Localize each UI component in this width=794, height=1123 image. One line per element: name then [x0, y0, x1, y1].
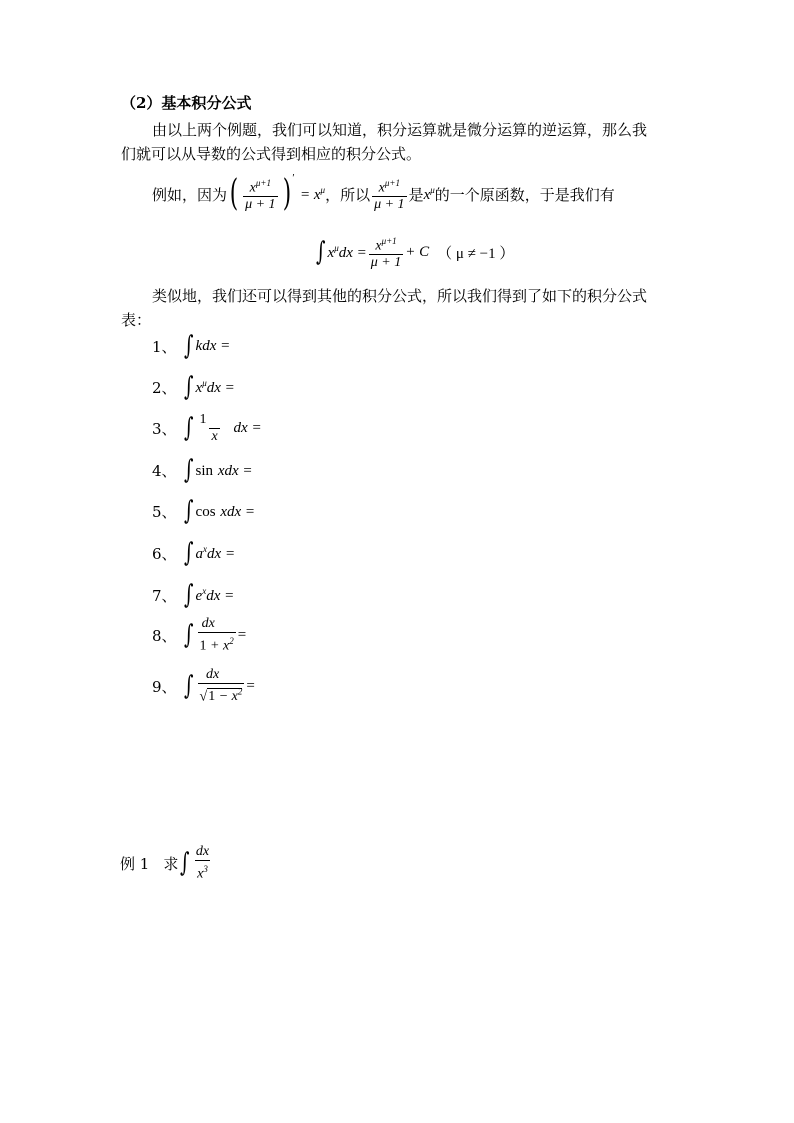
integral-sign: ∫ [184, 580, 194, 610]
example-suffix-2: 的一个原函数，于是我们有 [434, 185, 615, 204]
fraction-x-mu-plus-1-over-mu-plus-1: $\frac{x^{\mu+1}}{\mu + 1}$ [245, 177, 276, 213]
fraction-dx-over-1-plus-x2: $\frac{dx}{1 + x^2}$ [199, 615, 234, 654]
integrand: $x^\mu dx$ = [327, 242, 367, 261]
formula-item-9 [152, 666, 255, 706]
integral-sign: ∫ [180, 848, 190, 878]
integral-sign: ∫ [184, 538, 194, 568]
item-number: 4、 [152, 461, 177, 480]
integral-sign: ∫ [184, 372, 194, 402]
item-number: 3、 [152, 419, 177, 438]
example-derivative-line [152, 172, 615, 216]
example-suffix: 是 [408, 185, 424, 204]
condition: （ μ ≠ −1 ） [437, 245, 515, 262]
derivative-result: = $x^\mu$ [300, 184, 326, 203]
example-middle: ，所以 [325, 185, 371, 204]
plus-c: + C [405, 243, 430, 260]
fraction-dx-over-x3: $\frac{dx}{x^3}$ [195, 843, 210, 882]
equals-sign: = [246, 677, 255, 694]
equals-sign: = [237, 626, 247, 643]
integral-sign: ∫ [184, 455, 194, 485]
integral-sign: ∫ [184, 620, 194, 650]
prime-mark: ′ [291, 172, 294, 184]
item-expression: cos xdx = [195, 503, 256, 520]
left-paren: ( [229, 173, 239, 214]
example-1-ask: 求 [163, 854, 179, 873]
item-expression: $x^\mu dx$ = [195, 377, 235, 396]
item-expression: dx = [233, 419, 262, 436]
formula-item-5 [152, 496, 256, 526]
integral-sign: ∫ [316, 237, 326, 267]
item-number: 9、 [152, 677, 177, 696]
formula-item-7 [152, 580, 235, 610]
example-1-label: 例 1 [120, 854, 150, 873]
item-expression: sin xdx = [195, 462, 253, 479]
power-rule-formula [314, 230, 514, 274]
para2-line-2: 表： [121, 311, 152, 329]
example-prefix: 例如，因为 [152, 185, 228, 204]
fraction-1-over-x: $\frac{1}{x}$ [199, 411, 218, 444]
integral-sign: ∫ [184, 413, 194, 443]
x-mu: $x^\mu$ [423, 184, 435, 203]
formula-item-2 [152, 372, 235, 402]
item-expression: $a^xdx$ = [195, 543, 236, 562]
formula-item-3 [152, 410, 262, 446]
para2-line-1: 类似地，我们还可以得到其他的积分公式，所以我们得到了如下的积分公式 [152, 287, 648, 305]
item-number: 5、 [152, 502, 177, 521]
integral-sign: ∫ [184, 331, 194, 361]
right-paren: ) [282, 173, 291, 214]
formula-item-4 [152, 455, 253, 485]
item-number: 7、 [152, 586, 177, 605]
item-number: 1、 [152, 337, 177, 356]
intro-line-2: 们就可以从导数的公式得到相应的积分公式。 [121, 145, 422, 163]
item-number: 8、 [152, 626, 177, 645]
item-expression: $e^xdx$ = [195, 585, 235, 604]
integral-sign: ∫ [184, 671, 194, 701]
integral-sign: ∫ [184, 496, 194, 526]
fraction-dx-over-sqrt: $\frac{dx}{√1 - x^2}$ [199, 666, 243, 705]
fraction-result: $\frac{x^{\mu+1}}{\mu + 1}$ [370, 235, 402, 271]
item-number: 6、 [152, 544, 177, 563]
fraction-antiderivative: $\frac{x^{\mu+1}}{\mu + 1}$ [374, 177, 405, 213]
example-1 [120, 843, 213, 883]
formula-item-6 [152, 538, 236, 568]
section-heading: （2）基本积分公式 [121, 94, 252, 112]
formula-item-8 [152, 617, 246, 653]
item-number: 2、 [152, 378, 177, 397]
formula-item-1 [152, 331, 231, 361]
intro-line-1: 由以上两个例题，我们可以知道，积分运算就是微分运算的逆运算，那么我 [152, 121, 648, 139]
item-expression: kdx = [195, 337, 231, 354]
